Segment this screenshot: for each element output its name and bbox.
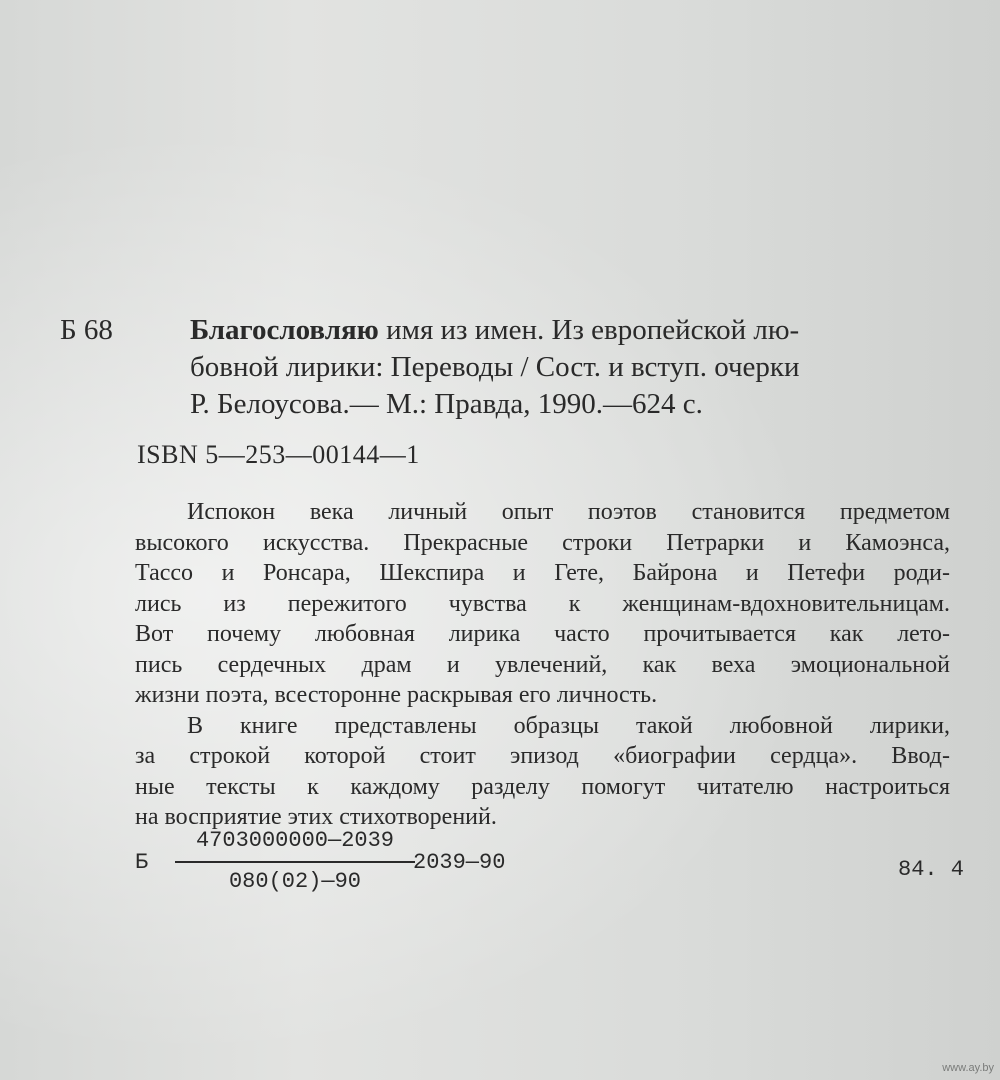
bibliographic-entry bbox=[60, 312, 960, 423]
classification-code: Б 68 bbox=[60, 314, 113, 346]
isbn: ISBN 5—253—00144—1 bbox=[137, 440, 420, 469]
watermark: www.ay.by bbox=[942, 1062, 994, 1074]
book-title-bold: Благословляю bbox=[190, 314, 379, 346]
annotation-line: Испокон века личный опыт поэтов становится предметом bbox=[187, 499, 950, 525]
annotation-line: за строкой которой стоит эпизод «биографии сердца». Ввод- bbox=[135, 743, 950, 769]
bbk-index: 84. 4 bbox=[898, 857, 965, 882]
entry-line-1: имя из имен. Из европейской лю- bbox=[378, 314, 800, 346]
annotation-line: жизни поэта, всесторонне раскрывая его личность. bbox=[135, 682, 658, 708]
fraction-bar bbox=[175, 861, 415, 863]
annotation-line: лись из пережитого чувства к женщинам-вдохновительницам. bbox=[135, 590, 950, 617]
code-series: 2039—90 bbox=[413, 850, 506, 875]
annotation bbox=[135, 497, 950, 833]
annotation-line: Вот почему любовная лирика часто прочитывается как лето- bbox=[135, 621, 950, 647]
code-denominator: 080(02)—90 bbox=[228, 869, 362, 894]
annotation-line: пись сердечных драм и увлечений, как веха эмоциональной bbox=[135, 651, 950, 678]
annotation-line: на восприятие этих стихотворений. bbox=[135, 804, 497, 830]
code-numerator: 4703000000—2039 bbox=[195, 828, 395, 853]
entry-line-2: бовной лирики: Переводы / Сост. и вступ. очерки bbox=[190, 351, 800, 383]
annotation-line: В книге представлены образцы такой любовной лирики, bbox=[187, 712, 950, 739]
code-letter: Б bbox=[135, 850, 149, 875]
annotation-line: Тассо и Ронсара, Шекспира и Гете, Байрона и Петефи роди- bbox=[135, 560, 950, 586]
code-fraction bbox=[175, 828, 415, 894]
annotation-line: высокого искусства. Прекрасные строки Петрарки и Камоэнса, bbox=[135, 529, 950, 556]
entry-line-3: Р. Белоусова.— М.: Правда, 1990.—624 с. bbox=[190, 388, 703, 420]
annotation-line: ные тексты к каждому разделу помогут читателю настроиться bbox=[135, 773, 950, 800]
